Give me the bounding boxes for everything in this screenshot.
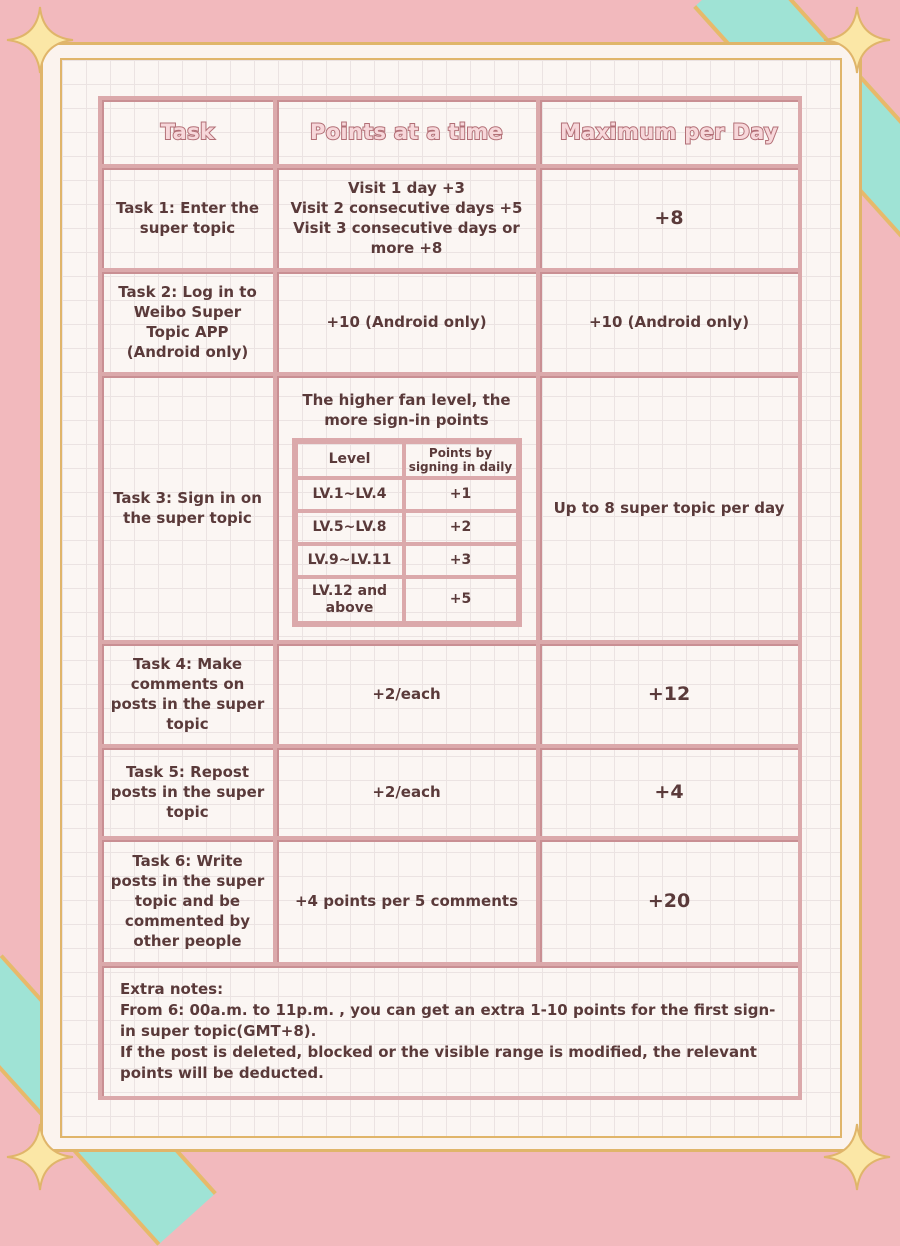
task-1-points-line: Visit 3 consecutive days or more +8 bbox=[293, 219, 520, 257]
sparkle-star-icon bbox=[5, 1122, 75, 1192]
task-5-name: Task 5: Repost posts in the super topic bbox=[98, 744, 277, 840]
sparkle-star-icon bbox=[5, 5, 75, 75]
level-points-cell: +3 bbox=[404, 544, 518, 577]
sparkle-star-icon bbox=[822, 5, 892, 75]
level-cell: LV.5~LV.8 bbox=[296, 511, 404, 544]
task-3-points-intro: The higher fan level, the more sign-in points bbox=[302, 390, 511, 429]
task-6-points: +4 points per 5 comments bbox=[273, 836, 540, 966]
task-1-points bbox=[273, 164, 540, 272]
task-5-points: +2/each bbox=[273, 744, 540, 840]
task-6-name: Task 6: Write posts in the super topic and be commented by other people bbox=[98, 836, 277, 966]
task-3-name: Task 3: Sign in on the super topic bbox=[98, 372, 277, 644]
task-2-points: +10 (Android only) bbox=[273, 268, 540, 376]
task-3-max: Up to 8 super topic per day bbox=[536, 372, 802, 644]
notes-line: If the post is deleted, blocked or the visible range is modified, the relevant points will be deducted. bbox=[120, 1042, 757, 1082]
task-3-points bbox=[273, 372, 540, 644]
level-cell: LV.12 and above bbox=[296, 577, 404, 623]
task-4-name: Task 4: Make comments on posts in the super topic bbox=[98, 640, 277, 748]
task-2-max: +10 (Android only) bbox=[536, 268, 802, 376]
level-table-header-points: Points by signing in daily bbox=[404, 442, 518, 478]
task-4-max: +12 bbox=[536, 640, 802, 748]
sparkle-star-icon bbox=[822, 1122, 892, 1192]
header-max: Maximum per Day bbox=[536, 96, 802, 168]
notes-line: From 6: 00a.m. to 11p.m. , you can get an extra 1-10 points for the first sign-in super topic(GMT+8). bbox=[120, 1000, 776, 1040]
task-1-max: +8 bbox=[536, 164, 802, 272]
task-1-name: Task 1: Enter the super topic bbox=[98, 164, 277, 272]
task-2-name: Task 2: Log in to Weibo Super Topic APP (Android only) bbox=[98, 268, 277, 376]
task-1-points-line: Visit 1 day +3 bbox=[347, 179, 465, 197]
level-points-cell: +1 bbox=[404, 478, 518, 511]
task-4-points: +2/each bbox=[273, 640, 540, 748]
task-6-max: +20 bbox=[536, 836, 802, 966]
header-task: Task bbox=[98, 96, 277, 168]
level-cell: LV.9~LV.11 bbox=[296, 544, 404, 577]
header-points: Points at a time bbox=[273, 96, 540, 168]
task-5-max: +4 bbox=[536, 744, 802, 840]
level-points-cell: +2 bbox=[404, 511, 518, 544]
level-table bbox=[292, 438, 522, 627]
notes-title: Extra notes: bbox=[120, 979, 224, 998]
task-1-points-line: Visit 2 consecutive days +5 bbox=[290, 199, 523, 217]
points-table bbox=[100, 98, 800, 1098]
level-table-header-level: Level bbox=[296, 442, 404, 478]
extra-notes bbox=[98, 962, 802, 1100]
level-points-cell: +5 bbox=[404, 577, 518, 623]
level-cell: LV.1~LV.4 bbox=[296, 478, 404, 511]
